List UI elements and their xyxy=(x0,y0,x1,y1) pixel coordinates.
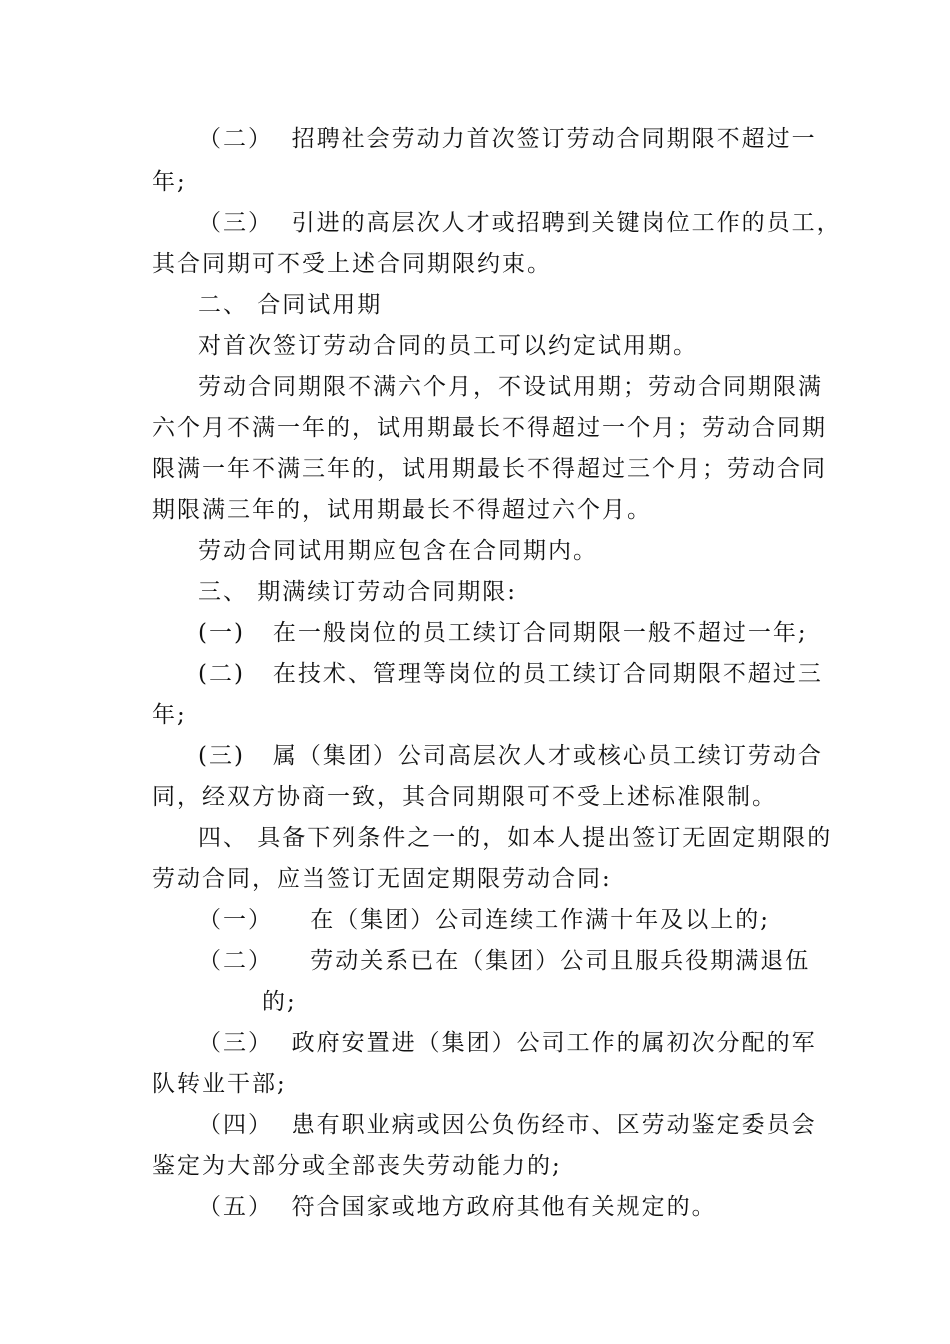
text-line: 队转业干部; xyxy=(152,1071,287,1097)
text-line: （四） 患有职业病或因公负伤经市、区劳动鉴定委员会 xyxy=(198,1112,817,1138)
text-line: 对首次签订劳动合同的员工可以约定试用期。 xyxy=(198,333,698,359)
text-line: 的; xyxy=(262,989,297,1015)
text-line: 限满一年不满三年的，试用期最长不得超过三个月；劳动合同 xyxy=(152,456,827,482)
text-line: （三） 引进的高层次人才或招聘到关键岗位工作的员工， xyxy=(198,210,842,236)
text-line: 二、 合同试用期 xyxy=(198,292,383,318)
text-line: 四、 具备下列条件之一的，如本人提出签订无固定期限的 xyxy=(198,825,833,851)
text-line: 期限满三年的，试用期最长不得超过六个月。 xyxy=(152,497,652,523)
text-line: 劳动合同期限不满六个月，不设试用期；劳动合同期限满 xyxy=(198,374,823,400)
text-line: （三） 政府安置进（集团）公司工作的属初次分配的军 xyxy=(198,1030,817,1056)
text-line: 劳动合同试用期应包含在合同期内。 xyxy=(198,538,598,564)
text-line: 年; xyxy=(152,702,187,728)
text-line: 六个月不满一年的，试用期最长不得超过一个月；劳动合同期 xyxy=(152,415,827,441)
text-line: 鉴定为大部分或全部丧失劳动能力的; xyxy=(152,1153,562,1179)
text-line: 三、 期满续订劳动合同期限: xyxy=(198,579,518,605)
text-line: （一） 在（集团）公司连续工作满十年及以上的; xyxy=(198,907,770,933)
text-line: 劳动合同，应当签订无固定期限劳动合同: xyxy=(152,866,612,892)
text-line: （二） 招聘社会劳动力首次签订劳动合同期限不超过一 xyxy=(198,126,817,152)
text-line: 年; xyxy=(152,169,187,195)
text-line: 其合同期可不受上述合同期限约束。 xyxy=(152,251,552,277)
text-line: (三) 属（集团）公司高层次人才或核心员工续订劳动合 xyxy=(198,743,823,769)
text-line: (一) 在一般岗位的员工续订合同期限一般不超过一年; xyxy=(198,620,808,646)
text-line: 同，经双方协商一致，其合同期限可不受上述标准限制。 xyxy=(152,784,777,810)
text-line: （二） 劳动关系已在（集团）公司且服兵役期满退伍 xyxy=(198,948,811,974)
text-line: (二) 在技术、管理等岗位的员工续订合同期限不超过三 xyxy=(198,661,823,687)
text-line: （五） 符合国家或地方政府其他有关规定的。 xyxy=(198,1194,717,1220)
